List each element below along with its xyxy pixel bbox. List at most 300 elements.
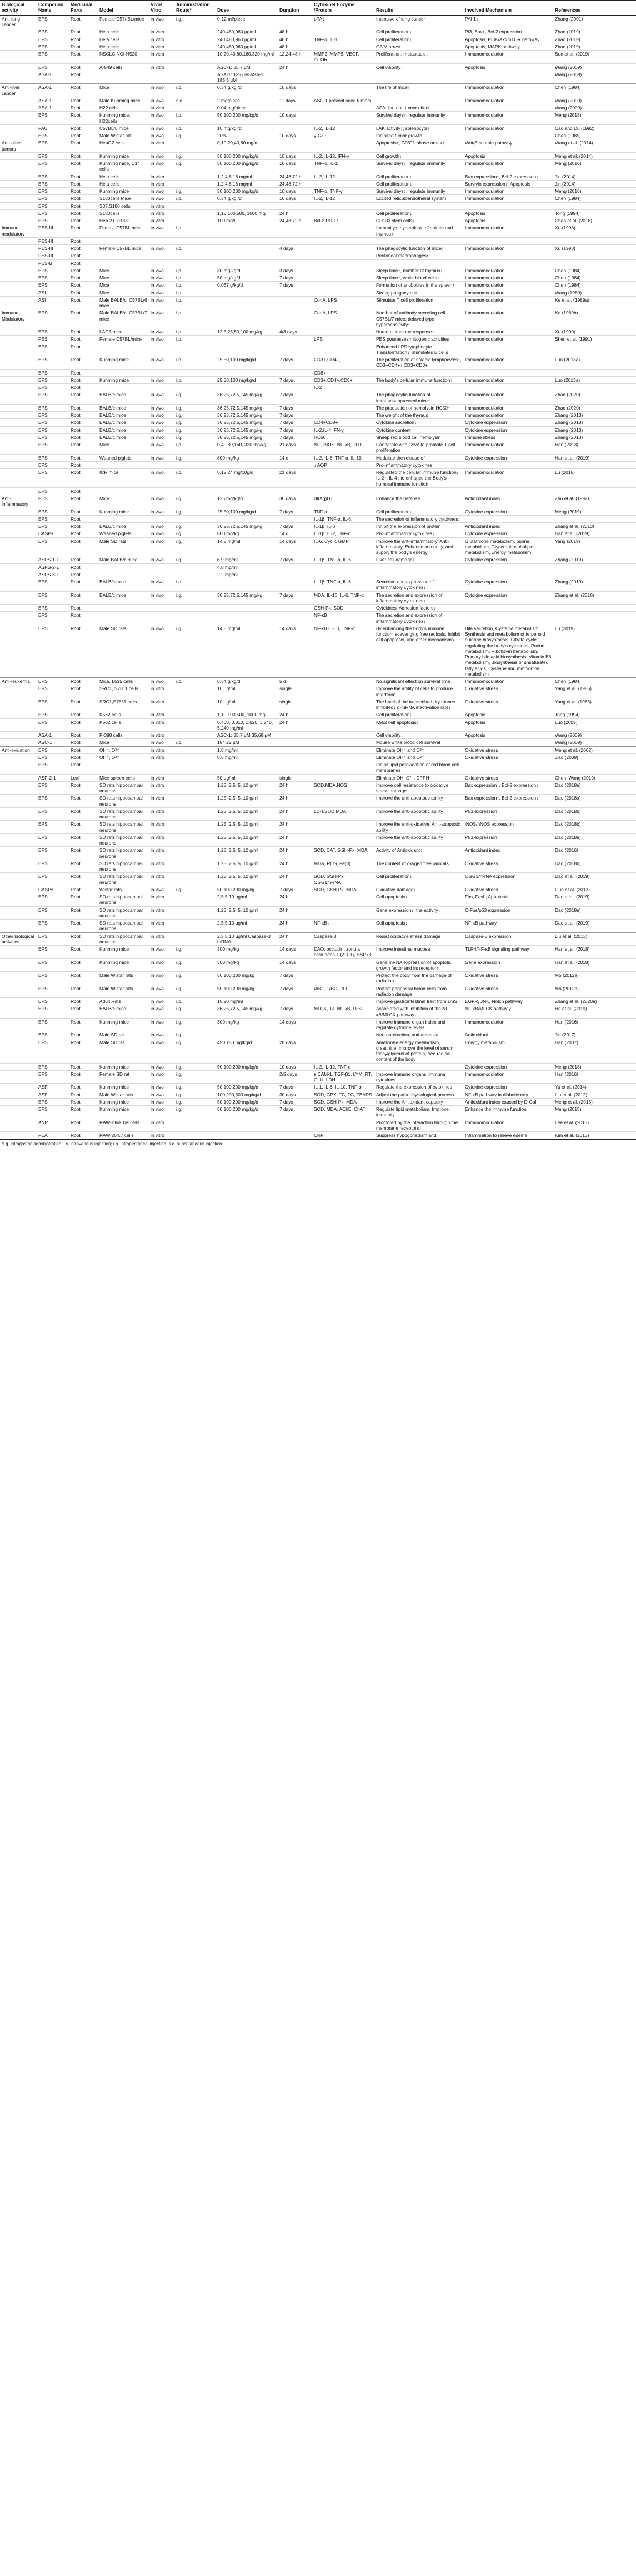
table-cell: 2/5 days bbox=[279, 1071, 297, 1077]
table-cell: Regulated the cellular immune function↓ IL-2↑, IL-4↓ to enhance the Body's humoral immune function bbox=[376, 470, 459, 487]
table-cell bbox=[0, 104, 37, 112]
table-cell: Male BALB/c, C57BL/6 mice bbox=[99, 297, 147, 309]
table-cell: CD8+ bbox=[314, 370, 326, 376]
table-cell: in vitro bbox=[149, 746, 174, 753]
table-cell: Inflammation to relieve edema bbox=[465, 1132, 528, 1139]
table-cell bbox=[0, 412, 37, 419]
table-cell: Root bbox=[69, 309, 98, 328]
table-cell: EPS bbox=[38, 43, 48, 49]
table-cell: Oxidative stress bbox=[463, 746, 553, 753]
table-cell bbox=[278, 289, 312, 296]
table-cell: Mice bbox=[98, 84, 149, 97]
table-row bbox=[0, 43, 636, 50]
table-cell: 24 h bbox=[279, 821, 289, 827]
table-cell: Improve the Antioxidant capacity bbox=[376, 1099, 443, 1105]
table-cell: ASPS-1-1 bbox=[38, 557, 59, 563]
table-cell: The production of hemolysin HC50↑ bbox=[376, 405, 450, 411]
table-cell bbox=[0, 267, 37, 274]
table-cell: ASP-2-1 bbox=[38, 775, 56, 781]
table-cell: 10,20,40,80,160,320 mg/ml bbox=[217, 51, 274, 57]
table-cell: Chen (1985) bbox=[555, 133, 581, 139]
table-cell: Root bbox=[71, 808, 81, 814]
table-cell: in vivo bbox=[151, 357, 164, 363]
table-cell bbox=[0, 180, 37, 187]
table-cell bbox=[0, 946, 37, 959]
table-cell bbox=[463, 612, 553, 625]
table-cell bbox=[98, 563, 149, 571]
table-cell: EPS bbox=[38, 392, 48, 398]
table-cell: 1,2,4,8,16 mg/ml bbox=[217, 181, 252, 187]
table-cell bbox=[174, 781, 216, 795]
table-row bbox=[0, 998, 636, 1005]
table-cell: Dao et al. (2019) bbox=[555, 920, 590, 926]
table-cell: ASA-1 bbox=[38, 105, 52, 111]
table-cell: CD3+,CD4+,CD8+ bbox=[314, 377, 353, 383]
table-cell: in vivo bbox=[151, 377, 164, 383]
table-cell: Yu et al. (2014) bbox=[555, 1084, 587, 1090]
table-cell: Root bbox=[71, 253, 81, 259]
table-cell bbox=[0, 972, 37, 985]
table-cell: Meng (2019) bbox=[555, 508, 582, 515]
table-cell: Yang et al. (1985) bbox=[555, 698, 592, 705]
table-cell: Root bbox=[71, 488, 81, 494]
table-cell: 240,480,960 μg/ml bbox=[217, 43, 256, 49]
table-cell: in vivo bbox=[151, 1106, 164, 1112]
table-cell bbox=[312, 1119, 374, 1132]
table-cell: Root bbox=[71, 343, 81, 350]
column-header: Vivo/ Vitro bbox=[149, 1, 174, 16]
table-cell: Cell proliferation↓ bbox=[376, 508, 412, 515]
table-cell: Jin (2014) bbox=[555, 181, 576, 187]
table-cell bbox=[312, 63, 374, 71]
table-cell: Root bbox=[71, 686, 81, 692]
table-cell bbox=[312, 678, 374, 685]
table-cell bbox=[0, 36, 37, 43]
table-cell: Root bbox=[69, 678, 98, 685]
table-cell: ASC-1 prevent seed tumors bbox=[314, 97, 372, 103]
table-cell bbox=[463, 71, 553, 84]
table-cell bbox=[0, 419, 37, 426]
table-cell bbox=[312, 718, 374, 732]
table-cell bbox=[0, 860, 37, 873]
table-cell: CASPs bbox=[38, 886, 53, 892]
table-cell: Resist oxidative stress damage bbox=[374, 932, 463, 946]
table-cell: 50,100,200 mg/kg/d bbox=[217, 161, 259, 167]
table-cell: Cell apoptosis↓ bbox=[376, 920, 408, 926]
table-cell: EPS bbox=[38, 1006, 48, 1012]
table-cell: EPS bbox=[38, 455, 48, 461]
table-cell: Mice bbox=[99, 740, 109, 746]
table-cell bbox=[0, 685, 37, 698]
table-cell: NF-κB bbox=[314, 612, 327, 618]
table-row bbox=[0, 495, 636, 508]
table-cell: in vitro bbox=[151, 698, 164, 705]
table-cell: ICR mice bbox=[99, 470, 119, 476]
table-cell: 10 mg/kg /d bbox=[217, 125, 242, 131]
table-cell: 100 mg/l bbox=[217, 218, 236, 224]
table-cell: in vitro bbox=[151, 732, 164, 738]
table-cell: Zhang (2019) bbox=[555, 557, 583, 563]
table-cell: 36.25,72.5,145 mg/kg bbox=[217, 412, 263, 418]
table-cell: Hela cells bbox=[99, 181, 120, 187]
table-cell: Han et al. (2018) bbox=[555, 946, 590, 952]
table-cell: BALB/c mice bbox=[99, 523, 126, 530]
table-cell: in vivo bbox=[151, 427, 164, 433]
table-cell: 14 days bbox=[279, 1019, 296, 1025]
table-cell: Cell apoptosis↓ bbox=[376, 894, 408, 900]
table-row bbox=[0, 711, 636, 718]
table-cell bbox=[312, 753, 374, 761]
table-cell: Bax expression↑, Bcl-2 expression↓ bbox=[465, 173, 539, 179]
table-cell: Han (2016) bbox=[555, 1071, 578, 1077]
table-cell: 800 mg/kg bbox=[217, 455, 239, 461]
table-cell: Oxidative stress bbox=[465, 698, 498, 705]
table-cell: in vitro bbox=[151, 29, 164, 35]
table-cell: Bl(Ag)G↑ bbox=[312, 495, 374, 508]
table-cell: in vitro bbox=[151, 821, 164, 827]
table-cell: 25,50,100 mg/kg/d bbox=[217, 357, 256, 363]
table-cell: Modulate the release of bbox=[376, 455, 425, 461]
table-cell: Liver cell damage↓ bbox=[376, 557, 415, 563]
table-cell bbox=[0, 893, 37, 907]
table-cell: Dao et al. (2019) bbox=[555, 873, 590, 880]
table-cell bbox=[553, 612, 636, 625]
table-cell: Immunomodulation bbox=[465, 412, 505, 418]
table-cell: in vitro bbox=[151, 782, 164, 788]
table-cell: Root bbox=[71, 260, 81, 266]
table-cell: 14 days bbox=[279, 959, 296, 965]
table-cell: 30 days bbox=[279, 1091, 296, 1097]
table-cell bbox=[216, 578, 278, 592]
table-cell bbox=[98, 343, 149, 356]
table-cell bbox=[312, 998, 374, 1005]
table-cell bbox=[0, 1018, 37, 1031]
table-cell: Root bbox=[71, 51, 81, 57]
table-cell bbox=[312, 343, 374, 356]
table-cell: Mo (2012a) bbox=[555, 972, 579, 979]
table-cell: i.p. bbox=[174, 678, 216, 685]
table-cell: Cell proliferation↓ bbox=[376, 29, 412, 35]
table-row bbox=[0, 296, 636, 309]
table-cell bbox=[463, 104, 553, 112]
table-cell: i.p. bbox=[176, 377, 183, 383]
table-cell: i.g. bbox=[176, 1019, 183, 1025]
table-cell: Meng (2018) bbox=[555, 112, 582, 118]
table-cell bbox=[374, 259, 463, 267]
table-cell bbox=[216, 612, 278, 625]
table-row bbox=[0, 469, 636, 488]
table-cell: in vitro bbox=[151, 173, 164, 179]
table-cell: i.g. bbox=[176, 959, 183, 965]
table-cell: Root bbox=[71, 907, 81, 913]
table-cell: Male SD rat bbox=[99, 1039, 124, 1045]
table-cell: i.g. bbox=[176, 16, 183, 22]
table-cell bbox=[0, 1106, 37, 1119]
table-cell: ASPS-3-1 bbox=[38, 571, 59, 577]
table-cell bbox=[278, 515, 312, 522]
table-row bbox=[0, 873, 636, 886]
table-cell: 36.25,72.5,145 mg/kg bbox=[217, 405, 263, 411]
table-row bbox=[0, 739, 636, 746]
table-cell bbox=[463, 132, 553, 139]
table-cell: Female SD rat bbox=[99, 1071, 129, 1077]
table-cell bbox=[0, 202, 37, 209]
table-row bbox=[0, 454, 636, 461]
table-cell: i.g. bbox=[176, 985, 183, 991]
table-row bbox=[0, 97, 636, 104]
data-table-container bbox=[0, 0, 636, 1148]
table-cell: in vitro bbox=[151, 64, 164, 70]
table-cell bbox=[278, 104, 312, 112]
table-cell: Root bbox=[71, 821, 81, 827]
table-cell: Cytokine expression bbox=[465, 1064, 507, 1070]
table-cell bbox=[174, 906, 216, 920]
table-cell: The life of mice↑ bbox=[374, 84, 463, 97]
table-row bbox=[0, 860, 636, 873]
table-cell: i.g. bbox=[176, 625, 183, 631]
table-row bbox=[0, 104, 636, 112]
table-cell bbox=[149, 384, 174, 391]
table-cell: EPS bbox=[38, 795, 48, 801]
table-cell: Male Wistar rats bbox=[99, 1091, 133, 1097]
table-cell: Root bbox=[71, 782, 81, 788]
table-cell: Han et al. (2019) bbox=[555, 455, 590, 461]
table-cell: Sun et al. (2019) bbox=[555, 51, 589, 57]
table-row bbox=[0, 718, 636, 732]
table-cell: i.p. bbox=[176, 329, 183, 335]
table-cell bbox=[553, 202, 636, 209]
table-cell: Ameliorate energy metabolism, creatinine, improve the level of serum triacylglycerol of protein, free radical content of the body bbox=[376, 1039, 454, 1062]
table-cell: Inhibit the expression of protein bbox=[376, 523, 441, 530]
table-cell: Root bbox=[71, 571, 81, 577]
table-cell: Root bbox=[71, 97, 81, 103]
table-cell: i.g. bbox=[176, 133, 183, 139]
table-cell: Immunomodulation bbox=[465, 112, 505, 118]
table-cell bbox=[216, 461, 278, 468]
table-cell bbox=[0, 807, 37, 821]
table-cell: in vivo bbox=[151, 420, 164, 426]
table-cell: 10 μg/ml bbox=[217, 698, 236, 705]
table-cell: 300 mg/kg bbox=[217, 1019, 239, 1025]
table-cell: in vivo bbox=[151, 886, 164, 892]
table-cell: 7 days bbox=[279, 592, 293, 598]
table-cell: EPS bbox=[38, 920, 48, 926]
table-cell: Kunming mice bbox=[99, 959, 129, 965]
table-row bbox=[0, 523, 636, 530]
table-cell: SOD,MDA,NOS bbox=[314, 782, 347, 788]
table-cell: Gene expression bbox=[465, 959, 500, 965]
table-cell: EPS bbox=[37, 309, 69, 328]
table-cell: Immunomodulation bbox=[465, 51, 505, 57]
table-cell: EPS bbox=[38, 377, 48, 383]
table-cell: Root bbox=[71, 1032, 81, 1038]
table-cell: Oxidative stress bbox=[465, 686, 498, 692]
table-cell: 24 h bbox=[279, 719, 289, 725]
table-cell: EPS bbox=[38, 1071, 48, 1077]
table-cell: 240,480,960 μg/ml bbox=[217, 36, 256, 42]
table-cell bbox=[312, 833, 374, 847]
table-cell bbox=[278, 343, 312, 356]
table-cell: Root bbox=[71, 1099, 81, 1105]
table-cell: Bile secretion, Cysteine metabolism, Synthesis and metabolism of terpenoid quinone biosynthesis, Citrate cycle regulating the body's cytokines, Purine metabolism, Riboflavin metabolism, Primary bile acid biosynthesis, Vitamin B6 metabolism, Biosynthesis of unsaturated fatty acids, Cysteine and methionine metabolism bbox=[465, 625, 552, 677]
table-cell: Cell proliferation↓ bbox=[376, 181, 412, 187]
table-cell: Immunomodulation bbox=[465, 275, 505, 281]
table-cell: PES-III bbox=[37, 224, 69, 238]
table-cell bbox=[278, 739, 312, 746]
table-cell: Immunomodulation bbox=[465, 336, 505, 342]
table-cell bbox=[149, 487, 174, 495]
table-cell: Dao (2018a) bbox=[555, 782, 581, 788]
table-cell: in vivo bbox=[151, 125, 164, 131]
table-cell: Dao et al. (2019) bbox=[555, 894, 590, 900]
table-cell: IL-2, IL-12 bbox=[314, 196, 335, 202]
table-cell bbox=[0, 404, 37, 411]
table-cell bbox=[216, 309, 278, 328]
table-cell: in vitro bbox=[151, 210, 164, 216]
table-cell: ASA-1: 125 μM ASA-1: 183.5 μM bbox=[217, 71, 265, 83]
table-cell: in vivo bbox=[149, 224, 174, 238]
table-cell bbox=[553, 515, 636, 522]
table-cell: EPS bbox=[38, 412, 48, 418]
table-cell: i.g. bbox=[176, 412, 183, 418]
table-cell: in vivo bbox=[151, 282, 164, 288]
table-cell: 7 days bbox=[279, 985, 293, 991]
table-row bbox=[0, 1098, 636, 1105]
table-cell: i.p. bbox=[176, 999, 183, 1005]
table-cell: NF-κB↓ bbox=[314, 920, 329, 926]
table-cell bbox=[374, 202, 463, 209]
table-row bbox=[0, 384, 636, 391]
table-cell: 10 days bbox=[279, 196, 296, 202]
table-cell: in vivo bbox=[151, 297, 164, 303]
table-cell bbox=[174, 860, 216, 873]
table-cell: Root bbox=[71, 1006, 81, 1012]
table-cell: Root bbox=[71, 470, 81, 476]
table-body bbox=[0, 15, 636, 1139]
table-row bbox=[0, 252, 636, 259]
table-cell: i.p. bbox=[176, 112, 183, 118]
table-cell: 20% bbox=[217, 133, 227, 139]
table-cell: i.p. bbox=[176, 246, 183, 252]
table-cell bbox=[0, 591, 37, 605]
table-cell: 36.25,72.5,145 mg/kg bbox=[217, 392, 263, 398]
table-cell: The phagocytic function of immunosuppressed mice↑ bbox=[376, 392, 430, 403]
table-row bbox=[0, 1119, 636, 1132]
table-cell bbox=[278, 1031, 312, 1039]
table-cell: in vitro bbox=[151, 181, 164, 187]
table-cell bbox=[174, 217, 216, 224]
table-cell: in vivo bbox=[151, 999, 164, 1005]
table-row bbox=[0, 139, 636, 153]
table-cell bbox=[312, 289, 374, 296]
table-cell bbox=[312, 237, 374, 244]
table-cell: EPS bbox=[38, 161, 48, 167]
table-cell: Root bbox=[71, 462, 81, 468]
table-row bbox=[0, 259, 636, 267]
table-row bbox=[0, 932, 636, 946]
table-cell: in vitro bbox=[151, 775, 164, 781]
table-cell bbox=[0, 195, 37, 202]
table-cell: i.g. bbox=[176, 161, 183, 167]
table-cell: SOD, MDA, AChE, ChAT bbox=[314, 1106, 365, 1112]
table-cell: Kunming mice, U14 cells bbox=[99, 161, 141, 172]
table-cell: 0.34 g/kg /d bbox=[216, 84, 278, 97]
table-cell: ASA-1 bbox=[38, 97, 52, 103]
table-cell: H22 cells bbox=[99, 105, 119, 111]
table-cell bbox=[174, 259, 216, 267]
table-cell: in vivo bbox=[149, 84, 174, 97]
table-cell: IL-2, IL-6, TNF-α, IL-1β bbox=[314, 455, 362, 461]
table-cell bbox=[0, 237, 37, 244]
table-cell: Luo (2013a) bbox=[555, 357, 580, 363]
table-cell bbox=[278, 571, 312, 578]
table-cell bbox=[216, 384, 278, 391]
table-cell: Immunomodulation bbox=[465, 267, 505, 273]
table-cell bbox=[0, 112, 37, 125]
table-cell: BALB/c mice bbox=[99, 434, 126, 440]
table-cell bbox=[0, 369, 37, 376]
table-cell: IL-2, IL-12, IFN-γ bbox=[314, 153, 349, 159]
table-cell: Chen (1984) bbox=[553, 678, 636, 685]
table-cell bbox=[0, 274, 37, 282]
table-cell bbox=[312, 906, 374, 920]
table-cell: Immunomodulation bbox=[465, 282, 505, 288]
table-cell: Meng (2015) bbox=[555, 1106, 582, 1112]
table-cell: EPS bbox=[38, 203, 48, 209]
table-cell: 48 h bbox=[279, 36, 289, 42]
table-cell: Kunming mice bbox=[99, 1084, 129, 1090]
table-cell: Antioxidant index bbox=[465, 847, 500, 853]
table-cell bbox=[0, 152, 37, 159]
table-cell: IL-2,IL-4,IFN-γ bbox=[314, 427, 344, 433]
table-cell: Han (2013) bbox=[555, 442, 578, 448]
table-cell: Root bbox=[71, 1071, 81, 1077]
table-cell: Hela cells bbox=[99, 29, 120, 35]
table-cell: Apoptosis bbox=[465, 712, 485, 718]
table-cell: EPS bbox=[38, 999, 48, 1005]
table-cell: EPS bbox=[38, 946, 48, 952]
table-cell: Cytokines, Adhesion factors↓ bbox=[376, 605, 436, 611]
table-cell: in vivo bbox=[151, 946, 164, 952]
table-cell: PES bbox=[38, 336, 48, 342]
table-cell: in vitro bbox=[149, 139, 174, 153]
table-cell: Apoptosis; MAPK pathway bbox=[465, 43, 520, 49]
table-cell bbox=[0, 508, 37, 515]
table-cell: i.g. bbox=[176, 557, 183, 563]
table-cell: SD rats hippocampal neurons bbox=[99, 860, 143, 872]
table-cell bbox=[0, 556, 37, 563]
table-cell: in vivo bbox=[151, 275, 164, 281]
table-cell: i.g. bbox=[176, 153, 183, 159]
table-cell: MDA, IL-1β, IL-6, TNF-α bbox=[314, 592, 364, 598]
table-cell bbox=[0, 985, 37, 998]
table-cell: 7 days bbox=[279, 434, 293, 440]
table-cell: 2.2 mg/ml bbox=[217, 571, 238, 577]
table-cell: Root bbox=[71, 605, 81, 611]
table-cell bbox=[0, 537, 37, 556]
table-cell bbox=[0, 1039, 37, 1063]
table-cell: Hela cells bbox=[99, 36, 120, 42]
table-cell: The secretion and expression of inflammatory cytokines↓ bbox=[376, 612, 443, 624]
table-row bbox=[0, 833, 636, 847]
table-cell: in vitro bbox=[151, 105, 164, 111]
table-cell: Root bbox=[71, 1091, 81, 1097]
table-cell: i.g. bbox=[176, 1071, 183, 1077]
table-cell: i.g. bbox=[174, 495, 216, 508]
table-cell bbox=[312, 180, 374, 187]
table-cell: Cytokine expression bbox=[465, 531, 507, 537]
table-cell bbox=[174, 1119, 216, 1132]
